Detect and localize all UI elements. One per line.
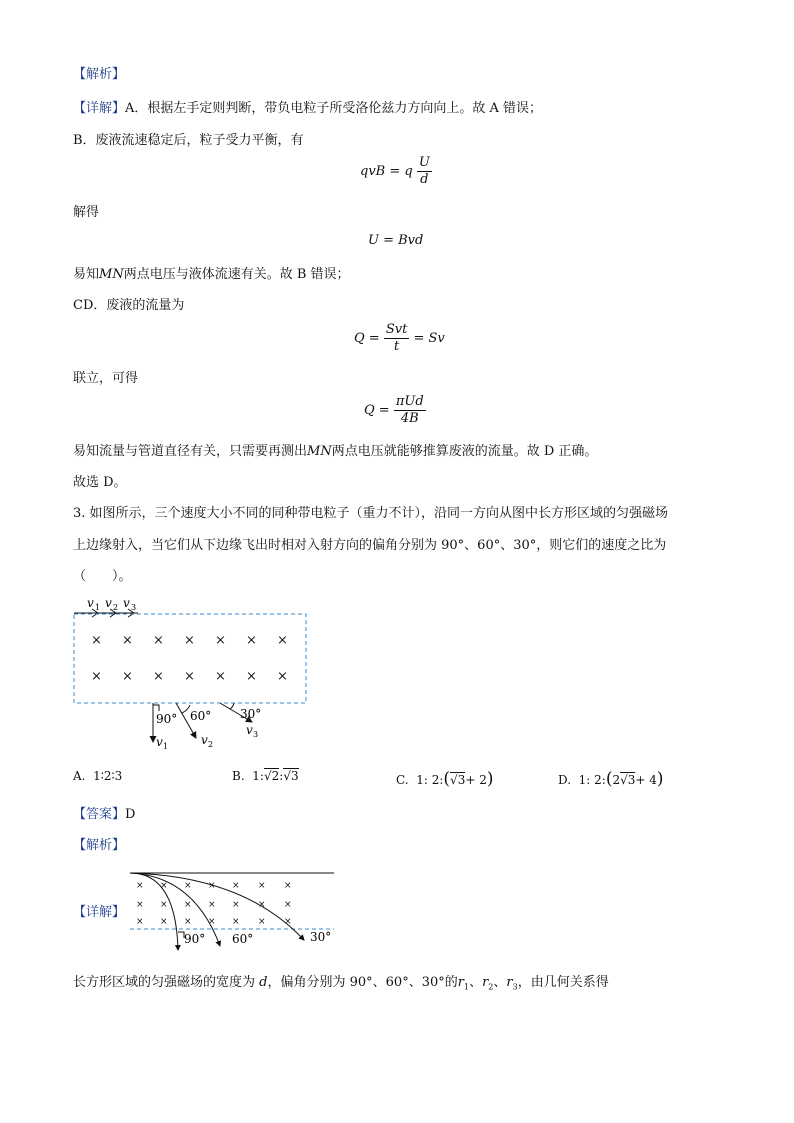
v1-sub: 1 bbox=[95, 603, 101, 612]
cross: × bbox=[184, 917, 192, 927]
cross: × bbox=[208, 900, 216, 910]
cross: × bbox=[284, 900, 292, 910]
cross: × bbox=[246, 669, 257, 684]
r3: r bbox=[506, 975, 513, 990]
cross: × bbox=[232, 900, 240, 910]
cross: × bbox=[160, 900, 168, 910]
option-a-explanation: A．根据左手定则判断，带负电粒子所受洛伦兹力方向向上。故 A 错误； bbox=[125, 101, 543, 116]
mn-label-2: MN bbox=[307, 444, 332, 459]
answer-tag: 【答案】 bbox=[73, 807, 126, 822]
v3-sub: 3 bbox=[131, 603, 137, 612]
cross: × bbox=[258, 917, 266, 927]
cross: × bbox=[136, 881, 144, 891]
v2-sub: 2 bbox=[113, 603, 119, 612]
flow-conclusion-line bbox=[73, 443, 597, 461]
option-c[interactable]: C. 1: 2:(√3+ 2) bbox=[396, 769, 494, 789]
exit-v1-sub: 1 bbox=[163, 742, 169, 751]
detail-line-b: B．废液流速稳定后，粒子受力平衡，有 bbox=[73, 133, 304, 148]
eq1-fraction bbox=[417, 155, 432, 188]
field-region bbox=[74, 614, 306, 703]
v1-label: v bbox=[87, 596, 94, 610]
angle-30-label: 30° bbox=[240, 707, 262, 721]
eq4-numerator: πUd bbox=[395, 394, 424, 409]
mn-label: MN bbox=[99, 267, 124, 282]
cross: × bbox=[277, 633, 288, 648]
eq1-numerator: U bbox=[418, 155, 430, 170]
cross: × bbox=[91, 633, 102, 648]
eq3-fraction bbox=[384, 322, 409, 355]
cross: × bbox=[258, 900, 266, 910]
eq4-fraction bbox=[394, 394, 426, 427]
cross: × bbox=[208, 881, 216, 891]
angle-arc-30 bbox=[230, 703, 234, 709]
r2-sub: 2 bbox=[488, 982, 494, 992]
trajectory-30 bbox=[130, 873, 304, 940]
final-line: 长方形区域的匀强磁场的宽度为 d，偏角分别为 90°、60°、30°的$r_1$、$r_2$、$r_3$，由几何关系得 bbox=[73, 975, 609, 992]
cross: × bbox=[160, 917, 168, 927]
sol-angle-30: 30° bbox=[310, 930, 332, 944]
sqrt-3: √3 bbox=[283, 769, 299, 783]
cross: × bbox=[277, 669, 288, 684]
mn-voltage-line bbox=[73, 266, 350, 284]
option-d-label: D. bbox=[558, 773, 572, 787]
cross: × bbox=[91, 669, 102, 684]
answer-line bbox=[73, 806, 135, 824]
cross: × bbox=[258, 881, 266, 891]
r1: r bbox=[457, 975, 464, 990]
final-d: d bbox=[259, 975, 268, 990]
v2-label: v bbox=[105, 596, 112, 610]
sol-angle-90: 90° bbox=[184, 932, 206, 946]
option-c-text: 1: 2: bbox=[416, 773, 444, 787]
eq3-denominator: t bbox=[393, 339, 400, 354]
cross: × bbox=[184, 669, 195, 684]
v3-label: v bbox=[123, 596, 130, 610]
exit-v3-sub: 3 bbox=[253, 730, 259, 739]
solution-crosses bbox=[136, 881, 292, 927]
option-c-sqrt: √3 bbox=[450, 773, 466, 787]
option-a-label: A. bbox=[73, 769, 86, 783]
option-b[interactable] bbox=[232, 769, 299, 783]
cross: × bbox=[232, 881, 240, 891]
cross: × bbox=[136, 900, 144, 910]
jiede-1: 解得 bbox=[73, 205, 100, 220]
cross: × bbox=[284, 917, 292, 927]
cross: × bbox=[184, 633, 195, 648]
final-pre: 长方形区域的匀强磁场的宽度为 bbox=[73, 975, 256, 990]
exit-v2-sub: 2 bbox=[208, 740, 214, 749]
cross: × bbox=[153, 633, 164, 648]
eq3-right: = Sv bbox=[413, 331, 445, 346]
equation-force-balance bbox=[360, 155, 432, 188]
option-b-text-1: 1: bbox=[252, 769, 264, 783]
cross: × bbox=[184, 900, 192, 910]
flow-line-pre: 易知流量与管道直径有关，只需要再测出 bbox=[73, 444, 308, 459]
option-c-tail: + 2 bbox=[465, 773, 487, 787]
option-d-sqrt: √3 bbox=[620, 773, 636, 787]
cross: × bbox=[153, 669, 164, 684]
cross: × bbox=[215, 669, 226, 684]
detail-tag: 【详解】 bbox=[73, 101, 126, 116]
angle-arc-60 bbox=[182, 705, 190, 713]
cd-line: CD．废液的流量为 bbox=[73, 298, 185, 313]
final-mid: ，偏角分别为 90°、60°、30°的 bbox=[267, 975, 458, 990]
exit-v2-label: v bbox=[201, 733, 208, 747]
option-a[interactable] bbox=[73, 769, 122, 783]
option-c-label: C. bbox=[396, 773, 409, 787]
final-post: ，由几何关系得 bbox=[517, 975, 609, 990]
eq3-left: Q = bbox=[354, 331, 380, 346]
mn-line-pre: 易知 bbox=[73, 267, 100, 282]
q3-stem-line1: 3. 如图所示，三个速度大小不同的同种带电粒子（重力不计），沿同一方向从图中长方形区域的匀强磁场 bbox=[73, 506, 669, 521]
cross: × bbox=[184, 881, 192, 891]
q3-stem-line3: （ ）。 bbox=[73, 569, 132, 584]
cross: × bbox=[215, 633, 226, 648]
q3-analysis-tag: 【解析】 bbox=[73, 838, 126, 853]
option-b-text-2: : bbox=[279, 769, 284, 783]
cross: × bbox=[160, 881, 168, 891]
cross: × bbox=[122, 669, 133, 684]
q3-stem-line2: 上边缘射入，当它们从下边缘飞出时相对入射方向的偏角分别为 90°、60°、30°，则它们的速度之比为 bbox=[73, 538, 667, 553]
cross: × bbox=[122, 633, 133, 648]
answer-value: D bbox=[125, 807, 136, 822]
sol-angle-60: 60° bbox=[232, 932, 254, 946]
lianli-line: 联立，可得 bbox=[73, 371, 139, 386]
eq3-numerator: Svt bbox=[385, 322, 408, 337]
equation-flow bbox=[354, 322, 445, 355]
cross: × bbox=[136, 917, 144, 927]
exit-v3-label: v bbox=[246, 723, 253, 737]
detail-line-a bbox=[73, 100, 542, 118]
right-angle-mark bbox=[153, 705, 159, 711]
angle-90-label: 90° bbox=[156, 712, 178, 726]
option-d-tail: + 4 bbox=[635, 773, 657, 787]
option-d-pre: 2 bbox=[612, 773, 621, 787]
equation-voltage: U = Bvd bbox=[368, 233, 424, 248]
eq4-denominator: 4B bbox=[400, 411, 419, 426]
r1-sub: 1 bbox=[463, 982, 470, 992]
cross: × bbox=[246, 633, 257, 648]
flow-line-post: 两点电压就能够推算废液的流量。故 D 正确。 bbox=[331, 444, 598, 459]
field-crosses bbox=[91, 633, 288, 684]
option-a-text: 1∶2∶3 bbox=[93, 769, 123, 783]
eq1-denominator: d bbox=[420, 172, 429, 187]
mn-line-post: 两点电压与液体流速有关。故 B 错误； bbox=[123, 267, 350, 282]
option-d-text: 1: 2: bbox=[578, 773, 606, 787]
cross: × bbox=[284, 881, 292, 891]
q3-solution-figure bbox=[124, 866, 339, 952]
cross: × bbox=[232, 917, 240, 927]
analysis-tag: 【解析】 bbox=[73, 67, 126, 82]
equation-flow-final bbox=[364, 394, 426, 427]
guxuan-line: 故选 D。 bbox=[73, 475, 127, 490]
r3-sub: 3 bbox=[512, 982, 518, 992]
angle-60-label: 60° bbox=[190, 709, 212, 723]
eq1-left: qvB = q bbox=[360, 164, 413, 179]
r2: r bbox=[482, 975, 489, 990]
exit-v1-label: v bbox=[156, 735, 163, 749]
option-b-label: B. bbox=[232, 769, 245, 783]
eq4-left: Q = bbox=[364, 403, 390, 418]
q3-detail-tag: 【详解】 bbox=[73, 905, 126, 920]
sqrt-2: √2 bbox=[263, 769, 280, 783]
option-d[interactable]: D. 1: 2:(2√3+ 4) bbox=[558, 769, 664, 789]
q3-figure bbox=[70, 592, 330, 752]
cross: × bbox=[208, 917, 216, 927]
